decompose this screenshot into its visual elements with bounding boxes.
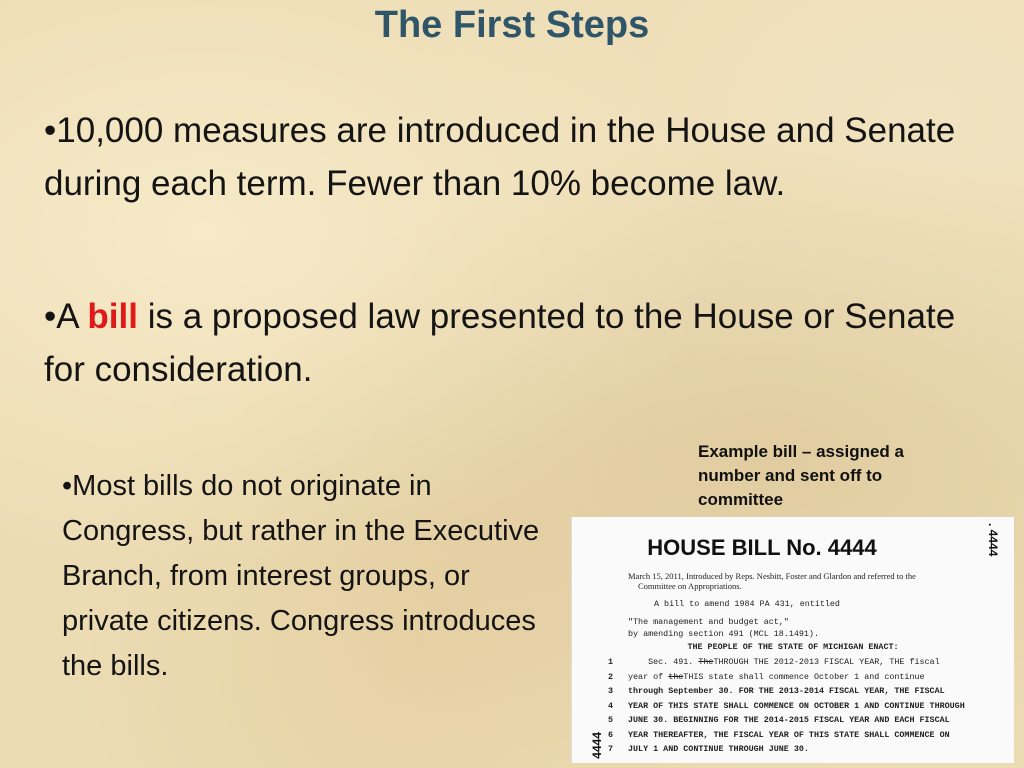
line-text-amended: THIS state shall commence October 1 and continue bbox=[683, 671, 925, 682]
bill-numbered-line bbox=[608, 672, 1008, 682]
bill-intro bbox=[628, 571, 968, 591]
bullet-icon: • bbox=[44, 111, 57, 150]
bullet-bill-definition bbox=[44, 290, 984, 396]
line-text-amended: YEAR THEREAFTER, THE FISCAL YEAR OF THIS STATE SHALL COMMENCE ON bbox=[628, 729, 950, 740]
house-bill-title: HOUSE BILL No. 4444 bbox=[647, 535, 877, 560]
bill-line: "The management and budget act," bbox=[628, 617, 789, 627]
bill-numbered-line bbox=[608, 730, 1008, 740]
line-text-amended: JULY 1 AND CONTINUE THROUGH JUNE 30. bbox=[628, 744, 809, 754]
bullet-icon: • bbox=[44, 297, 57, 336]
line-text-amended: JUNE 30. BEGINNING FOR THE 2014-2015 FISCAL YEAR AND EACH FISCAL bbox=[628, 715, 950, 725]
bullet-origins-text: Most bills do not originate in Congress, but rather in the Executive Branch, from interest groups, or private citizens. Congress introduces the bills. bbox=[62, 470, 540, 682]
line-text-amended: through September 30. FOR THE 2013-2014 FISCAL YEAR, THE FISCAL bbox=[628, 686, 945, 696]
bill-numbered-line bbox=[608, 715, 1008, 725]
line-text bbox=[628, 744, 809, 754]
line-text bbox=[628, 672, 925, 682]
bullet-measures-text: 10,000 measures are introduced in the House and Senate during each term. Fewer than 10% become law. bbox=[44, 111, 956, 203]
line-number: 6 bbox=[608, 729, 614, 740]
bullet-measures bbox=[44, 104, 984, 210]
bill-line: A bill to amend 1984 PA 431, entitled bbox=[654, 599, 840, 609]
bill-intro-line: Committee on Appropriations. bbox=[638, 581, 742, 591]
line-number: 4 bbox=[608, 700, 614, 711]
line-text-plain: year of bbox=[628, 671, 669, 682]
struck-text: the bbox=[668, 671, 684, 682]
bullet-bill-prefix: A bbox=[56, 297, 88, 336]
bullet-icon: • bbox=[62, 470, 73, 502]
line-text bbox=[628, 715, 950, 725]
bullet-bill-suffix: is a proposed law presented to the House or Senate for consideration. bbox=[44, 297, 956, 389]
line-number: 2 bbox=[608, 671, 614, 682]
line-number: 1 bbox=[608, 657, 614, 667]
bill-intro-line: March 15, 2011, Introduced by Reps. Nesbitt, Foster and Glardon and referred to the bbox=[628, 571, 916, 581]
line-text bbox=[628, 730, 950, 740]
bill-keyword: bill bbox=[87, 297, 138, 336]
bill-numbered-line bbox=[608, 744, 1008, 754]
line-text-amended: THROUGH THE 2012-2013 FISCAL YEAR, THE fiscal bbox=[713, 657, 940, 667]
bullet-origins bbox=[62, 464, 542, 689]
house-bill-document-image bbox=[571, 517, 1014, 763]
line-number: 7 bbox=[608, 744, 614, 754]
bill-numbered-line bbox=[608, 701, 1008, 711]
line-number: 5 bbox=[608, 715, 614, 725]
side-bill-number-left: 4444 bbox=[590, 732, 604, 759]
bill-numbered-line bbox=[608, 686, 1008, 696]
line-text-plain: Sec. 491. bbox=[628, 657, 699, 667]
side-bill-number: . 4444 bbox=[986, 523, 1000, 557]
bill-numbered-line bbox=[608, 657, 1008, 667]
bill-line: by amending section 491 (MCL 18.1491). bbox=[628, 629, 819, 639]
line-text bbox=[628, 686, 945, 696]
line-text bbox=[628, 657, 940, 667]
example-caption: Example bill – assigned a number and sent off to committee bbox=[698, 442, 904, 509]
line-text-amended: YEAR OF THIS STATE SHALL COMMENCE ON OCTOBER 1 AND CONTINUE THROUGH bbox=[628, 700, 965, 711]
slide-title: The First Steps bbox=[374, 4, 650, 46]
line-text bbox=[628, 701, 965, 711]
line-number: 3 bbox=[608, 686, 614, 696]
enact-clause: THE PEOPLE OF THE STATE OF MICHIGAN ENACT: bbox=[687, 642, 899, 652]
struck-text: The bbox=[698, 657, 714, 667]
